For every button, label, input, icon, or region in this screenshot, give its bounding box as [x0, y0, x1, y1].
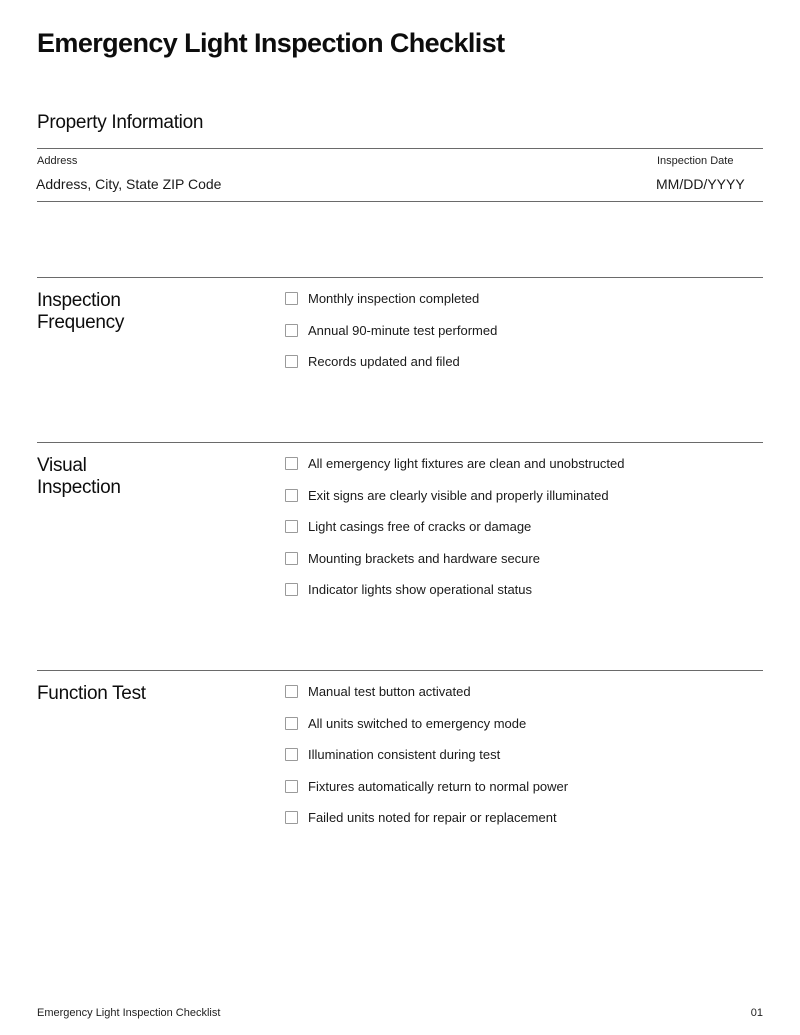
page-title: Emergency Light Inspection Checklist [37, 28, 505, 58]
checklist-function-test [285, 676, 568, 834]
checkbox[interactable] [285, 489, 298, 502]
checkbox[interactable] [285, 717, 298, 730]
checklist-visual-inspection [285, 448, 625, 606]
divider [37, 201, 763, 202]
checkbox[interactable] [285, 583, 298, 596]
section-title-visual-inspection: Visual Inspection [37, 455, 121, 498]
checklist-item [285, 283, 497, 315]
checklist-item [285, 739, 568, 771]
checkbox[interactable] [285, 292, 298, 305]
checklist-item-label: Records updated and filed [308, 354, 460, 370]
checklist-item [285, 315, 497, 347]
footer-title: Emergency Light Inspection Checklist [37, 1007, 221, 1019]
checklist-item-label: Mounting brackets and hardware secure [308, 550, 540, 566]
inspection-date-label: Inspection Date [657, 155, 734, 167]
checklist-item-label: Illumination consistent during test [308, 747, 501, 763]
checkbox[interactable] [285, 748, 298, 761]
section-divider [37, 670, 763, 671]
checklist-item [285, 708, 568, 740]
divider [37, 148, 763, 149]
section-title-inspection-frequency: Inspection Frequency [37, 290, 125, 333]
checklist-item-label: All emergency light fixtures are clean and unobstructed [308, 456, 625, 472]
checklist-item [285, 543, 625, 575]
checkbox[interactable] [285, 780, 298, 793]
checklist-item [285, 480, 625, 512]
checklist-item-label: Failed units noted for repair or replacement [308, 810, 557, 826]
checkbox[interactable] [285, 520, 298, 533]
checklist-item [285, 346, 497, 378]
checkbox[interactable] [285, 685, 298, 698]
address-field[interactable]: Address, City, State ZIP Code [36, 176, 222, 192]
checklist-item [285, 771, 568, 803]
page-number: 01 [750, 1007, 763, 1019]
checklist-item-label: Indicator lights show operational status [308, 582, 533, 598]
inspection-date-field[interactable]: MM/DD/YYYY [656, 176, 745, 192]
checkbox[interactable] [285, 355, 298, 368]
checklist-item-label: Exit signs are clearly visible and properly illuminated [308, 487, 609, 503]
section-divider [37, 277, 763, 278]
checklist-item-label: Manual test button activated [308, 684, 471, 700]
checklist-item-label: Monthly inspection completed [308, 291, 480, 307]
checklist-item [285, 448, 625, 480]
checklist-item-label: Fixtures automatically return to normal power [308, 778, 569, 794]
checklist-item-label: Annual 90-minute test performed [308, 322, 498, 338]
section-title-function-test: Function Test [37, 683, 146, 704]
section-divider [37, 442, 763, 443]
checklist-item-label: Light casings free of cracks or damage [308, 519, 532, 535]
checklist-item [285, 676, 568, 708]
checkbox[interactable] [285, 552, 298, 565]
checkbox[interactable] [285, 324, 298, 337]
checkbox[interactable] [285, 457, 298, 470]
checklist-item [285, 802, 568, 834]
property-information-heading: Property Information [37, 112, 204, 133]
checklist-item-label: All units switched to emergency mode [308, 715, 527, 731]
checklist-inspection-frequency [285, 283, 497, 378]
checkbox[interactable] [285, 811, 298, 824]
checklist-item [285, 574, 625, 606]
address-label: Address [37, 155, 78, 167]
checklist-item [285, 511, 625, 543]
